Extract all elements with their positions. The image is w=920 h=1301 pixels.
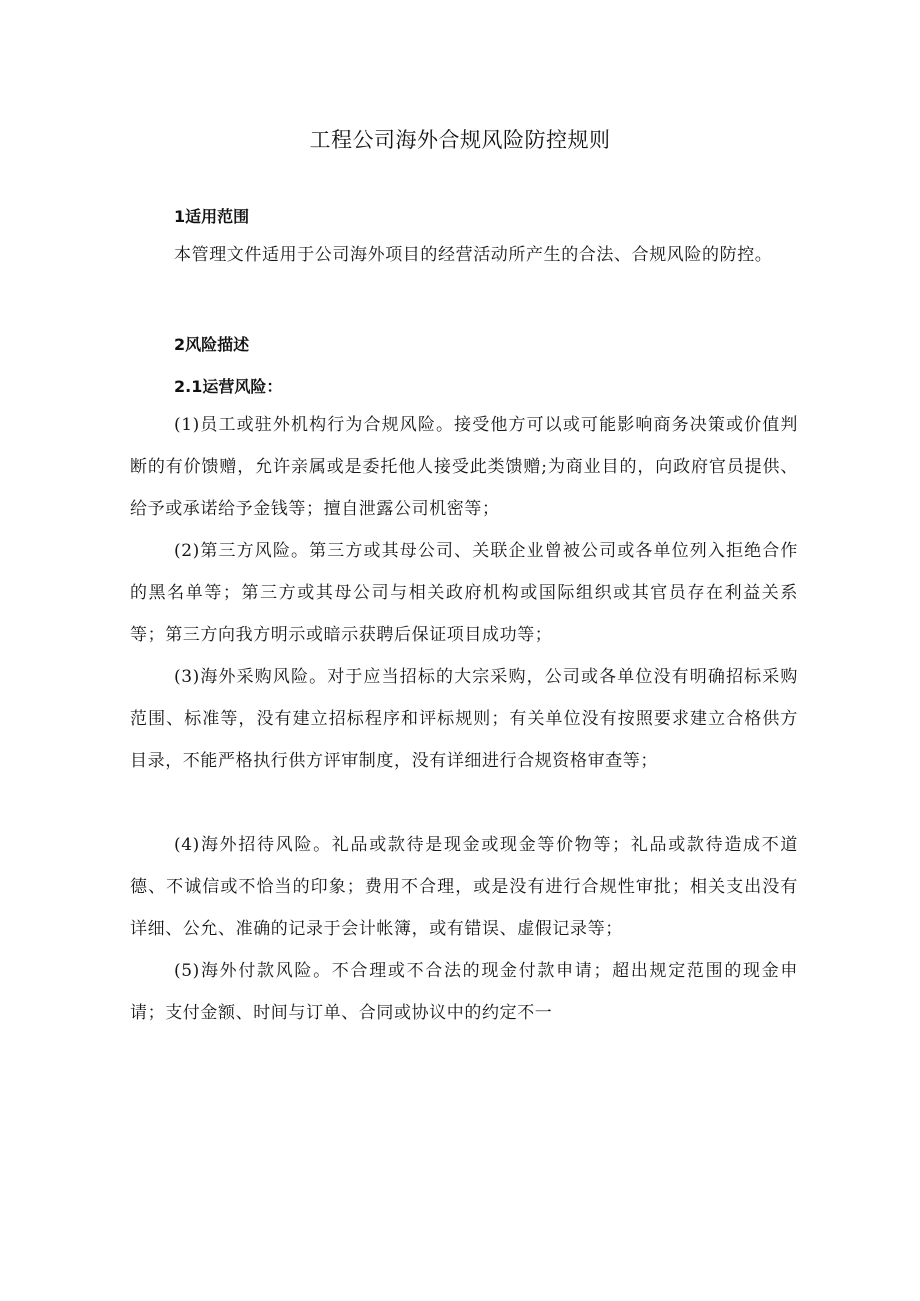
- subsection-heading-operational-risk: 2.1运营风险：: [174, 377, 283, 396]
- paragraph-risk-4: (4)海外招待风险。礼品或款待是现金或现金等价物等；礼品或款待造成不道德、不诚信或不恰当的印象；费用不合理，或是没有进行合规性审批；相关支出没有详细、公允、准确的记录于会计帐簿，或有错误、虚假记录等；: [130, 835, 798, 939]
- paragraph-scope: 本管理文件适用于公司海外项目的经营活动所产生的合法、合规风险的防控。: [174, 245, 773, 265]
- paragraph-risk-2: (2)第三方风险。第三方或其母公司、关联企业曾被公司或各单位列入拒绝合作的黑名单等；第三方或其母公司与相关政府机构或国际组织或其官员存在利益关系等；第三方向我方明示或暗示获聘后保证项目成功等；: [130, 541, 798, 645]
- section-heading-scope: 1适用范围: [174, 207, 250, 226]
- paragraph-risk-3: (3)海外采购风险。对于应当招标的大宗采购，公司或各单位没有明确招标采购范围、标准等，没有建立招标程序和评标规则；有关单位没有按照要求建立合格供方目录，不能严格执行供方评审制度，没有详细进行合规资格审查等；: [130, 667, 798, 771]
- paragraph-risk-5: (5)海外付款风险。不合理或不合法的现金付款申请；超出规定范围的现金申请；支付金额、时间与订单、合同或协议中的约定不一: [130, 961, 798, 1023]
- section-heading-risk-description: 2风险描述: [174, 335, 250, 354]
- page-title: 工程公司海外合规风险防控规则: [309, 128, 611, 152]
- paragraph-risk-1: (1)员工或驻外机构行为合规风险。接受他方可以或可能影响商务决策或价值判断的有价馈赠，允许亲属或是委托他人接受此类馈赠;为商业目的，向政府官员提供、给予或承诺给予金钱等；擅自泄露公司机密等；: [130, 415, 798, 519]
